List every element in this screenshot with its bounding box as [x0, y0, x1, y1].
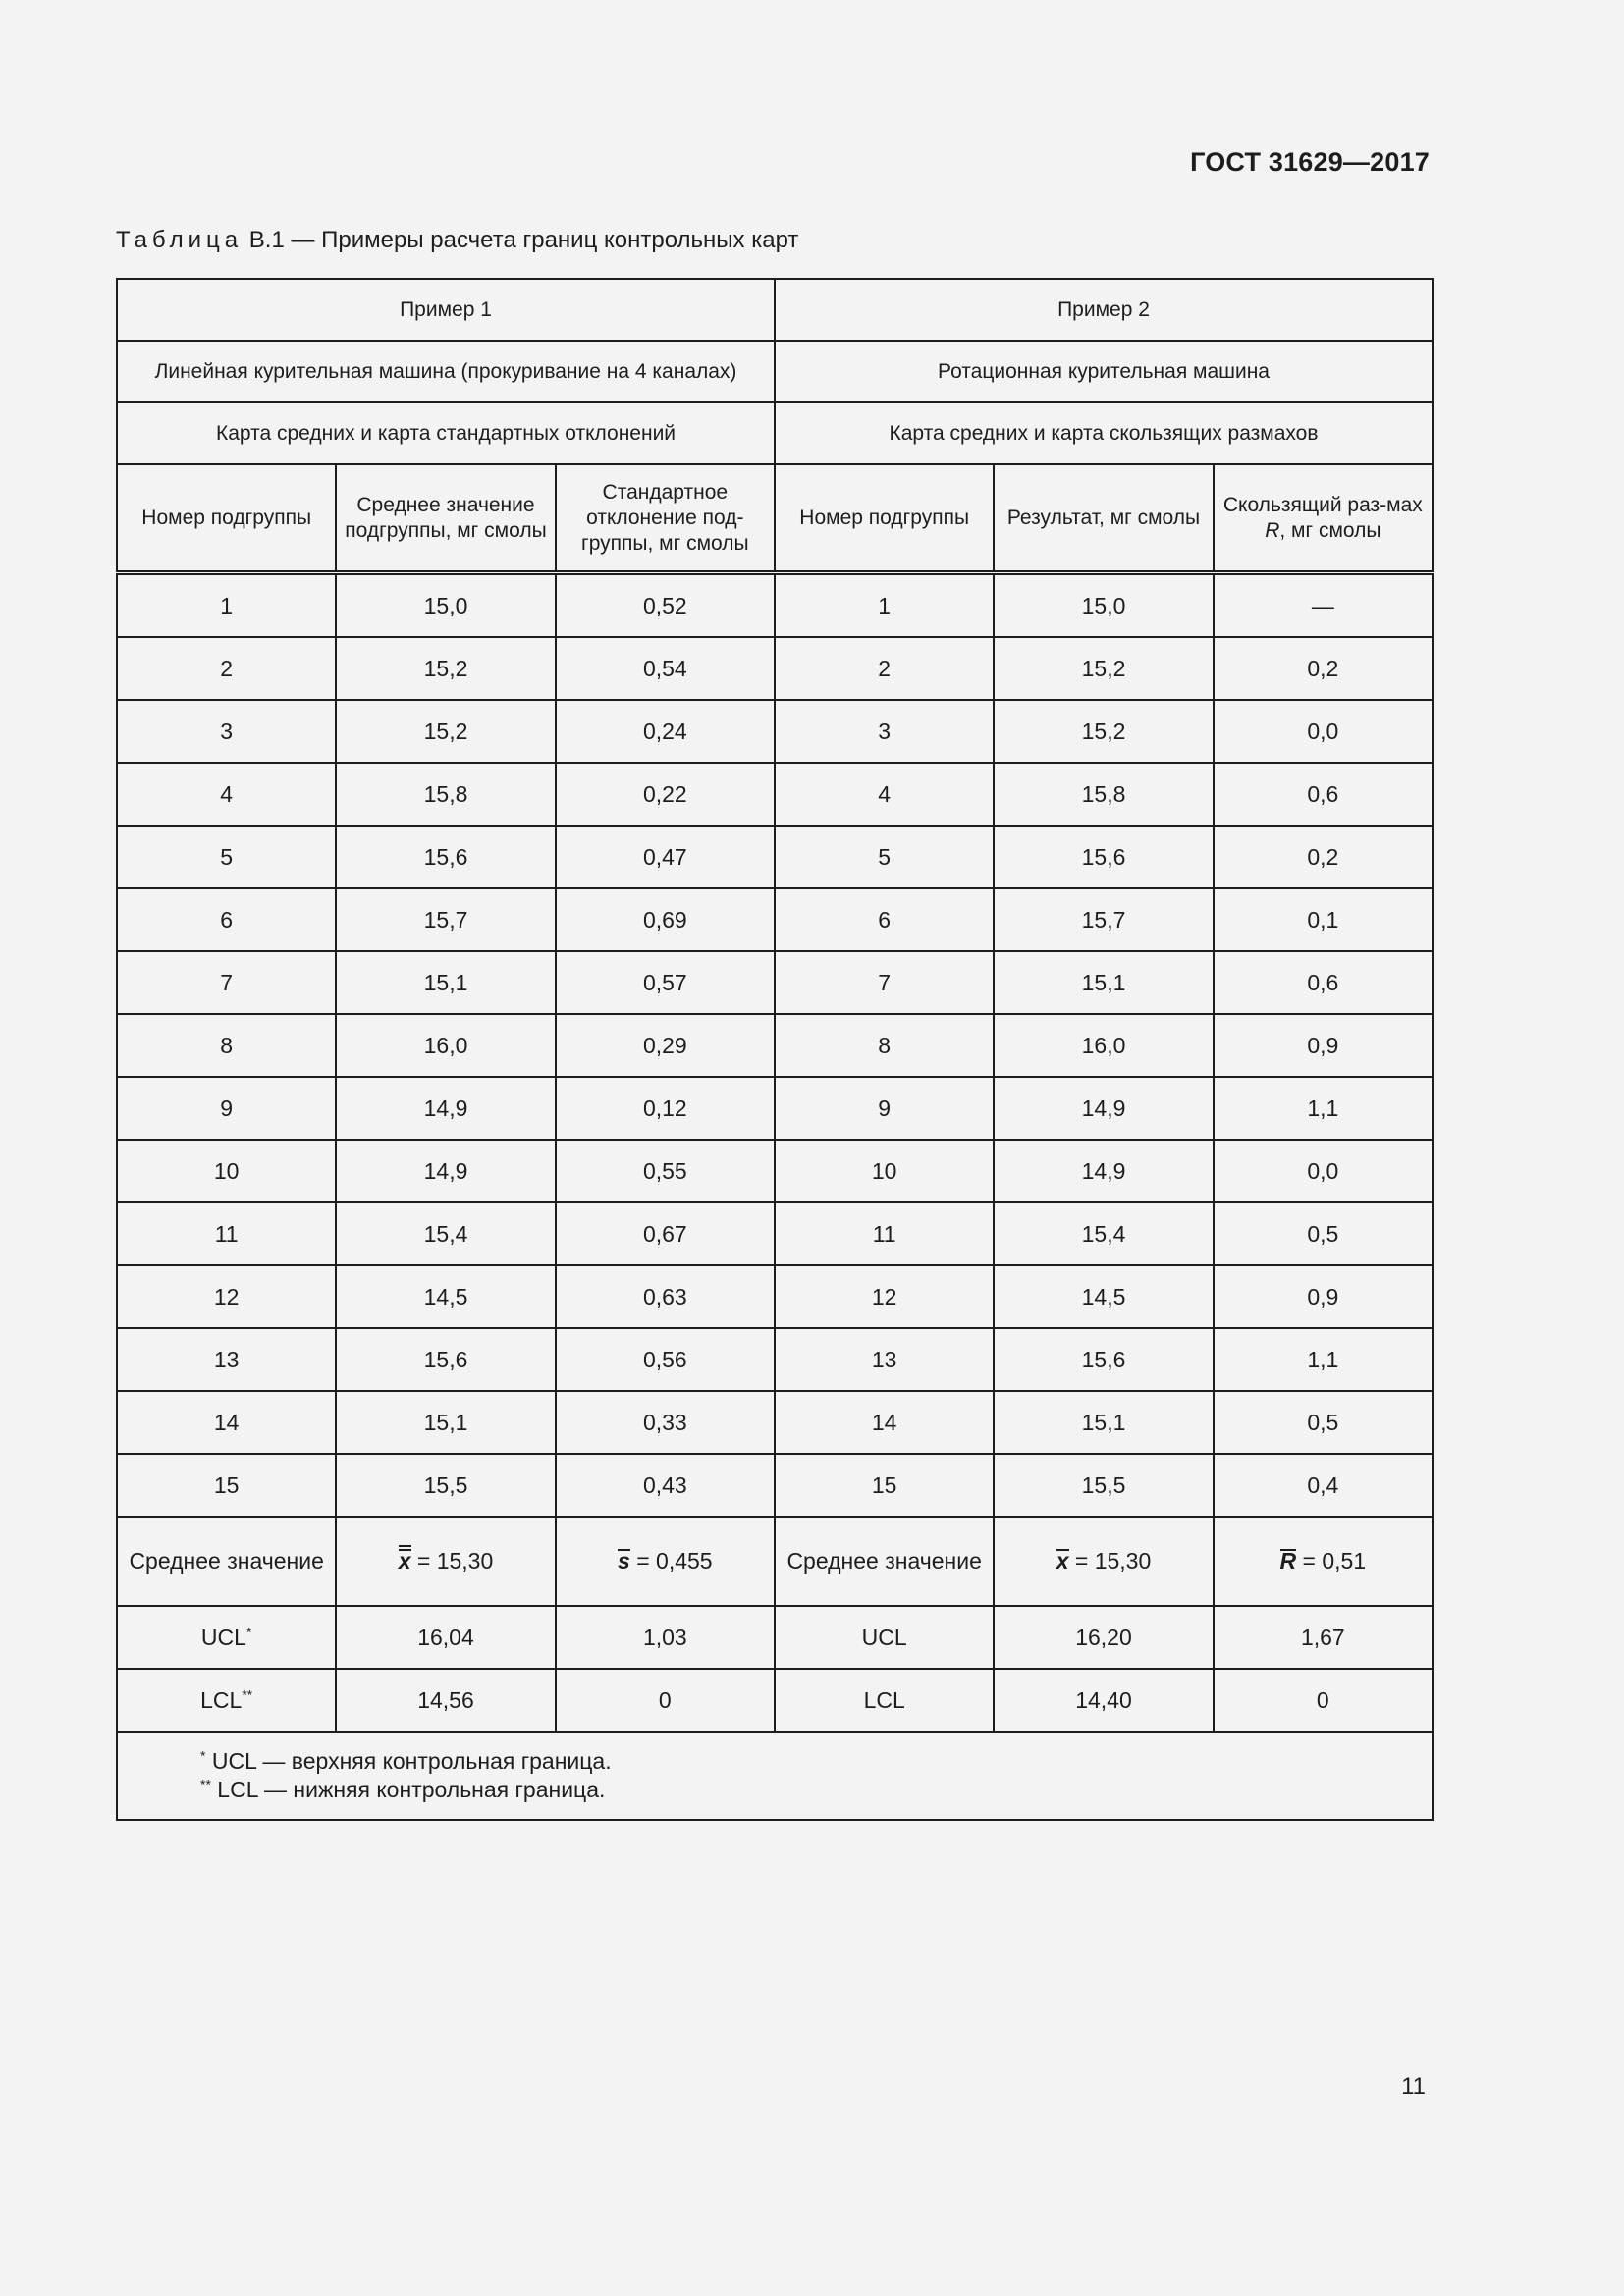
cell-subgroup-2: 14 [775, 1391, 994, 1454]
mean-range-value: = 0,51 [1296, 1548, 1367, 1574]
grand-mean-cell [336, 1517, 555, 1606]
cell-range: 0,0 [1214, 700, 1433, 763]
cell-std: 0,22 [556, 763, 775, 826]
cell-result: 15,6 [994, 1328, 1213, 1391]
cell-std: 0,12 [556, 1077, 775, 1140]
cell-result: 15,8 [994, 763, 1213, 826]
col-header-range-prefix: Скользящий раз-мах [1222, 493, 1423, 516]
xbar-symbol: x [1056, 1548, 1069, 1574]
footnote-ucl: * UCL — верхняя контрольная граница. [200, 1747, 612, 1774]
ucl-label-1: UCL* [117, 1606, 336, 1669]
cell-result: 15,5 [994, 1454, 1213, 1517]
table-row [117, 1391, 1433, 1454]
cell-result: 15,6 [994, 826, 1213, 888]
footnote-lcl: ** LCL — нижняя контрольная граница. [200, 1776, 606, 1802]
lcl-range: 0 [1214, 1669, 1433, 1732]
lcl-mean: 14,56 [336, 1669, 555, 1732]
table-row [117, 1454, 1433, 1517]
cell-std: 0,55 [556, 1140, 775, 1202]
table-row [117, 1265, 1433, 1328]
cell-mean: 15,7 [336, 888, 555, 951]
cell-mean: 14,9 [336, 1140, 555, 1202]
mean-std-cell [556, 1517, 775, 1606]
cell-mean: 15,8 [336, 763, 555, 826]
cell-subgroup-1: 10 [117, 1140, 336, 1202]
cell-mean: 15,2 [336, 637, 555, 700]
cell-subgroup-2: 6 [775, 888, 994, 951]
cell-range: 1,1 [1214, 1328, 1433, 1391]
lcl-row [117, 1669, 1433, 1732]
cell-subgroup-1: 15 [117, 1454, 336, 1517]
cell-range: 0,4 [1214, 1454, 1433, 1517]
cell-range: 0,0 [1214, 1140, 1433, 1202]
table-row [117, 1328, 1433, 1391]
cell-mean: 15,6 [336, 826, 555, 888]
cell-result: 15,4 [994, 1202, 1213, 1265]
header-row-columns [117, 464, 1433, 573]
cell-std: 0,69 [556, 888, 775, 951]
mean-label-2: Среднее значение [775, 1517, 994, 1606]
mean-result-cell [994, 1517, 1213, 1606]
sbar-symbol: s [618, 1548, 630, 1574]
cell-range: — [1214, 573, 1433, 638]
cell-mean: 15,4 [336, 1202, 555, 1265]
cell-subgroup-2: 11 [775, 1202, 994, 1265]
cell-std: 0,24 [556, 700, 775, 763]
ucl-result: 16,20 [994, 1606, 1213, 1669]
cell-mean: 15,1 [336, 951, 555, 1014]
cell-subgroup-1: 5 [117, 826, 336, 888]
table-row [117, 1077, 1433, 1140]
cell-range: 0,2 [1214, 826, 1433, 888]
col-header-mean: Среднее значение подгруппы, мг смолы [336, 464, 555, 573]
cell-std: 0,54 [556, 637, 775, 700]
cell-std: 0,63 [556, 1265, 775, 1328]
example1-title: Пример 1 [117, 279, 775, 341]
cell-mean: 14,5 [336, 1265, 555, 1328]
table-row [117, 1202, 1433, 1265]
col-header-range-symbol: R [1265, 518, 1280, 542]
cell-result: 15,2 [994, 637, 1213, 700]
mean-row [117, 1517, 1433, 1606]
cell-result: 16,0 [994, 1014, 1213, 1077]
cell-result: 15,1 [994, 951, 1213, 1014]
example2-chart: Карта средних и карта скользящих размахов [775, 402, 1433, 464]
cell-subgroup-2: 1 [775, 573, 994, 638]
table-row [117, 951, 1433, 1014]
cell-subgroup-1: 7 [117, 951, 336, 1014]
ucl-mean: 16,04 [336, 1606, 555, 1669]
col-header-std: Стандартное отклонение под-группы, мг смолы [556, 464, 775, 573]
table-row [117, 1014, 1433, 1077]
cell-result: 15,0 [994, 573, 1213, 638]
cell-std: 0,33 [556, 1391, 775, 1454]
cell-std: 0,56 [556, 1328, 775, 1391]
cell-subgroup-1: 12 [117, 1265, 336, 1328]
ucl-label-2: UCL [775, 1606, 994, 1669]
mean-label-1: Среднее значение [117, 1517, 336, 1606]
example2-machine: Ротационная курительная машина [775, 341, 1433, 402]
control-limits-table [116, 278, 1434, 1821]
col-header-range [1214, 464, 1433, 573]
cell-subgroup-2: 3 [775, 700, 994, 763]
table-row [117, 826, 1433, 888]
cell-subgroup-1: 3 [117, 700, 336, 763]
cell-subgroup-1: 1 [117, 573, 336, 638]
cell-subgroup-1: 11 [117, 1202, 336, 1265]
mean-result-value: = 15,30 [1068, 1548, 1152, 1574]
cell-result: 15,2 [994, 700, 1213, 763]
cell-mean: 15,6 [336, 1328, 555, 1391]
cell-mean: 15,1 [336, 1391, 555, 1454]
footnotes [117, 1732, 1433, 1820]
cell-subgroup-2: 9 [775, 1077, 994, 1140]
cell-range: 0,6 [1214, 763, 1433, 826]
cell-mean: 15,2 [336, 700, 555, 763]
cell-subgroup-2: 15 [775, 1454, 994, 1517]
lcl-result: 14,40 [994, 1669, 1213, 1732]
cell-mean: 15,0 [336, 573, 555, 638]
table-caption [116, 227, 798, 254]
col-header-range-suffix: , мг смолы [1279, 518, 1381, 542]
cell-result: 15,1 [994, 1391, 1213, 1454]
cell-std: 0,29 [556, 1014, 775, 1077]
col-header-subgroup-2: Номер подгруппы [775, 464, 994, 573]
cell-subgroup-2: 5 [775, 826, 994, 888]
cell-mean: 14,9 [336, 1077, 555, 1140]
col-header-subgroup-1: Номер подгруппы [117, 464, 336, 573]
cell-range: 1,1 [1214, 1077, 1433, 1140]
cell-subgroup-2: 10 [775, 1140, 994, 1202]
cell-subgroup-2: 2 [775, 637, 994, 700]
cell-subgroup-2: 12 [775, 1265, 994, 1328]
example2-title: Пример 2 [775, 279, 1433, 341]
table-row [117, 573, 1433, 638]
lcl-std: 0 [556, 1669, 775, 1732]
footnote-row [117, 1732, 1433, 1820]
cell-range: 0,5 [1214, 1202, 1433, 1265]
document-code: ГОСТ 31629—2017 [1190, 147, 1430, 177]
cell-result: 14,9 [994, 1140, 1213, 1202]
cell-subgroup-2: 4 [775, 763, 994, 826]
rbar-symbol: R [1279, 1548, 1297, 1574]
header-row-examples [117, 279, 1433, 341]
mean-range-cell [1214, 1517, 1433, 1606]
lcl-label-1: LCL** [117, 1669, 336, 1732]
grand-mean-value: = 15,30 [410, 1548, 494, 1574]
ucl-std: 1,03 [556, 1606, 775, 1669]
header-row-machines [117, 341, 1433, 402]
mean-std-value: = 0,455 [629, 1548, 713, 1574]
cell-subgroup-1: 4 [117, 763, 336, 826]
col-header-result: Результат, мг смолы [994, 464, 1213, 573]
cell-std: 0,43 [556, 1454, 775, 1517]
cell-subgroup-2: 13 [775, 1328, 994, 1391]
cell-mean: 15,5 [336, 1454, 555, 1517]
cell-subgroup-1: 8 [117, 1014, 336, 1077]
cell-mean: 16,0 [336, 1014, 555, 1077]
cell-result: 14,5 [994, 1265, 1213, 1328]
cell-subgroup-1: 14 [117, 1391, 336, 1454]
table-caption-text: В.1 — Примеры расчета границ контрольных карт [243, 227, 799, 253]
cell-range: 0,2 [1214, 637, 1433, 700]
cell-subgroup-1: 2 [117, 637, 336, 700]
header-row-charts [117, 402, 1433, 464]
cell-range: 0,9 [1214, 1014, 1433, 1077]
table-row [117, 700, 1433, 763]
cell-result: 15,7 [994, 888, 1213, 951]
cell-std: 0,52 [556, 573, 775, 638]
lcl-label-2: LCL [775, 1669, 994, 1732]
cell-subgroup-1: 6 [117, 888, 336, 951]
cell-subgroup-2: 8 [775, 1014, 994, 1077]
cell-range: 0,5 [1214, 1391, 1433, 1454]
cell-std: 0,47 [556, 826, 775, 888]
cell-subgroup-1: 13 [117, 1328, 336, 1391]
cell-subgroup-1: 9 [117, 1077, 336, 1140]
cell-range: 0,9 [1214, 1265, 1433, 1328]
table-row [117, 763, 1433, 826]
cell-std: 0,57 [556, 951, 775, 1014]
cell-result: 14,9 [994, 1077, 1213, 1140]
table-caption-prefix: Таблица [116, 227, 244, 253]
example1-chart: Карта средних и карта стандартных отклонений [117, 402, 775, 464]
table-row [117, 637, 1433, 700]
ucl-row [117, 1606, 1433, 1669]
table-row [117, 888, 1433, 951]
cell-range: 0,1 [1214, 888, 1433, 951]
xbarbar-symbol: x [399, 1548, 411, 1575]
ucl-range: 1,67 [1214, 1606, 1433, 1669]
page-number: 11 [1401, 2073, 1426, 2100]
cell-std: 0,67 [556, 1202, 775, 1265]
table-row [117, 1140, 1433, 1202]
cell-subgroup-2: 7 [775, 951, 994, 1014]
example1-machine: Линейная курительная машина (прокуривание на 4 каналах) [117, 341, 775, 402]
cell-range: 0,6 [1214, 951, 1433, 1014]
